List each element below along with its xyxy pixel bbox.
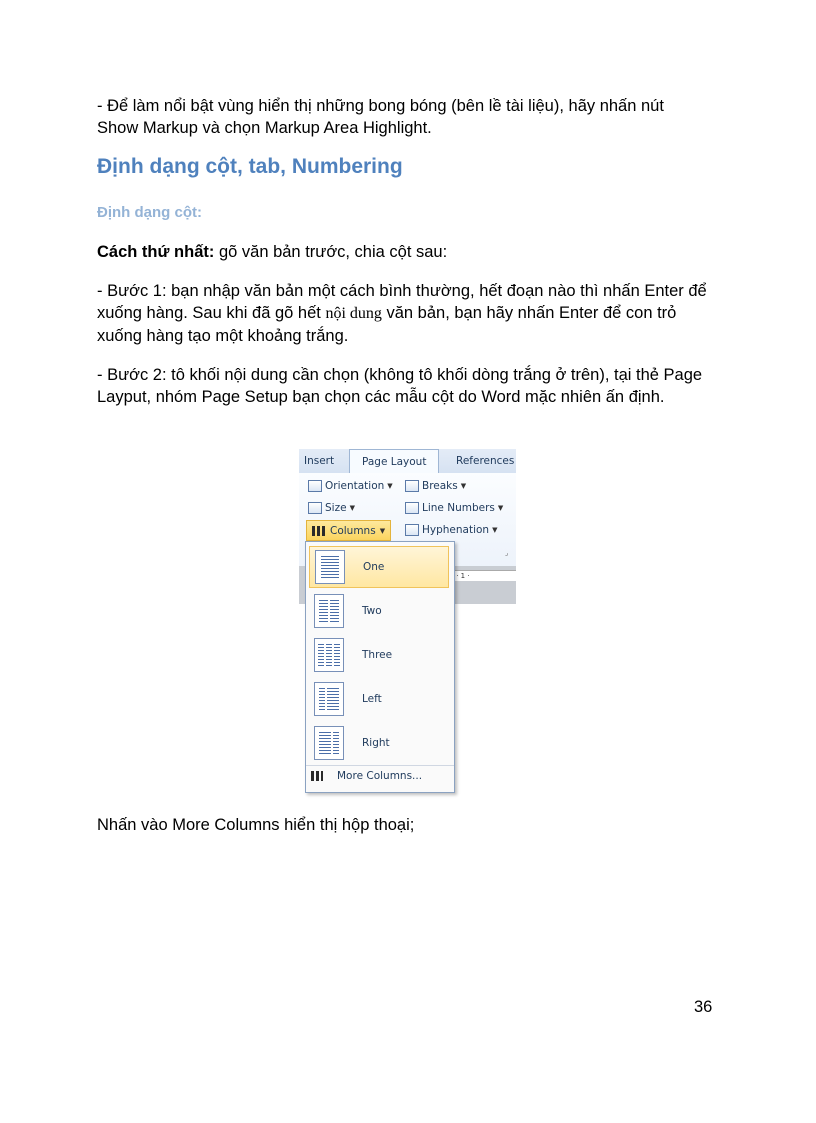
more-columns-option[interactable] [311,770,422,782]
step1-text-serif: nội dung [325,305,382,322]
dialog-launcher-icon[interactable]: ⌟ [505,549,509,557]
page-number: 36 [694,998,713,1016]
hyphenation-label: Hyphenation [422,524,490,536]
step1-text-a: - Bước 1: bạn nhập văn bản một cách bình thường, hết đoạn nào thì nhấn Enter để xuống hàng. Sau khi đã gõ hết [97,282,707,322]
line-numbers-button[interactable] [405,502,503,514]
hyphenation-button[interactable] [405,524,497,536]
step2-paragraph: - Bước 2: tô khối nội dung cần chọn (không tô khối dòng trắng ở trên), tại thẻ Page Layput, nhóm Page Setup bạn chọn các mẫu cột do Word mặc nhiên ấn định. [97,366,703,406]
columns-dropdown-menu [305,541,455,793]
subsection-heading: Định dạng cột: [97,204,202,221]
more-columns-icon [311,771,323,781]
word-ribbon-screenshot [299,449,516,794]
menu-separator [306,765,454,766]
columns-option-one[interactable] [309,546,449,588]
columns-label: Columns [330,524,376,537]
tab-insert[interactable]: Insert [304,455,335,467]
ruler-mark: · 1 · [456,572,470,580]
dropdown-arrow-icon: ▼ [492,526,498,534]
intro-line-2: Show Markup và chọn Markup Area Highlight. [97,119,432,137]
caption-paragraph: Nhấn vào More Columns hiển thị hộp thoại; [97,816,415,834]
columns-option-two[interactable] [309,590,449,632]
orientation-button[interactable] [308,480,393,492]
columns-option-left[interactable] [309,678,449,720]
columns-icon [312,526,326,536]
section-heading: Định dạng cột, tab, Numbering [97,155,403,178]
right-column-icon [314,726,344,760]
columns-button[interactable] [306,520,391,541]
line-numbers-label: Line Numbers [422,502,495,514]
hyphenation-icon [405,524,419,536]
size-button[interactable] [308,502,355,514]
option-label: Two [362,605,382,617]
step1-text-b: văn bản, bạn hãy nhấn Enter để con trỏ xuống hàng tạo một khoảng trắng. [97,304,677,345]
method-text: gõ văn bản trước, chia cột sau: [214,243,448,261]
dropdown-arrow-icon: ▼ [460,482,467,490]
option-label: Three [362,649,393,661]
left-column-icon [314,682,344,716]
tab-references[interactable]: References [456,455,515,467]
dropdown-arrow-icon: ▼ [497,504,504,512]
more-columns-label: More Columns... [337,770,423,782]
method-label: Cách thứ nhất: [97,243,215,261]
ribbon-tab-strip [299,449,516,474]
intro-paragraph [97,95,722,139]
option-label: Right [362,737,390,749]
one-column-icon [315,550,345,584]
dropdown-arrow-icon: ▼ [349,504,355,512]
intro-line-1: - Để làm nổi bật vùng hiển thị những bong bóng (bên lề tài liệu), hãy nhấn nút [97,97,664,115]
method-paragraph [97,241,722,263]
ruler [454,570,516,581]
dropdown-arrow-icon: ▼ [387,482,393,490]
breaks-label: Breaks [422,480,458,492]
breaks-button[interactable] [405,480,466,492]
orientation-label: Orientation [325,480,385,492]
two-columns-icon [314,594,344,628]
size-icon [308,502,322,514]
option-label: One [363,561,385,573]
three-columns-icon [314,638,344,672]
tab-page-layout[interactable]: Page Layout [349,449,439,474]
columns-option-three[interactable] [309,634,449,676]
step1-paragraph [97,280,722,347]
line-numbers-icon [405,502,419,514]
size-label: Size [325,502,347,514]
orientation-icon [308,480,322,492]
dropdown-arrow-icon: ▼ [379,526,386,535]
breaks-icon [405,480,419,492]
columns-option-right[interactable] [309,722,449,764]
option-label: Left [362,693,382,705]
